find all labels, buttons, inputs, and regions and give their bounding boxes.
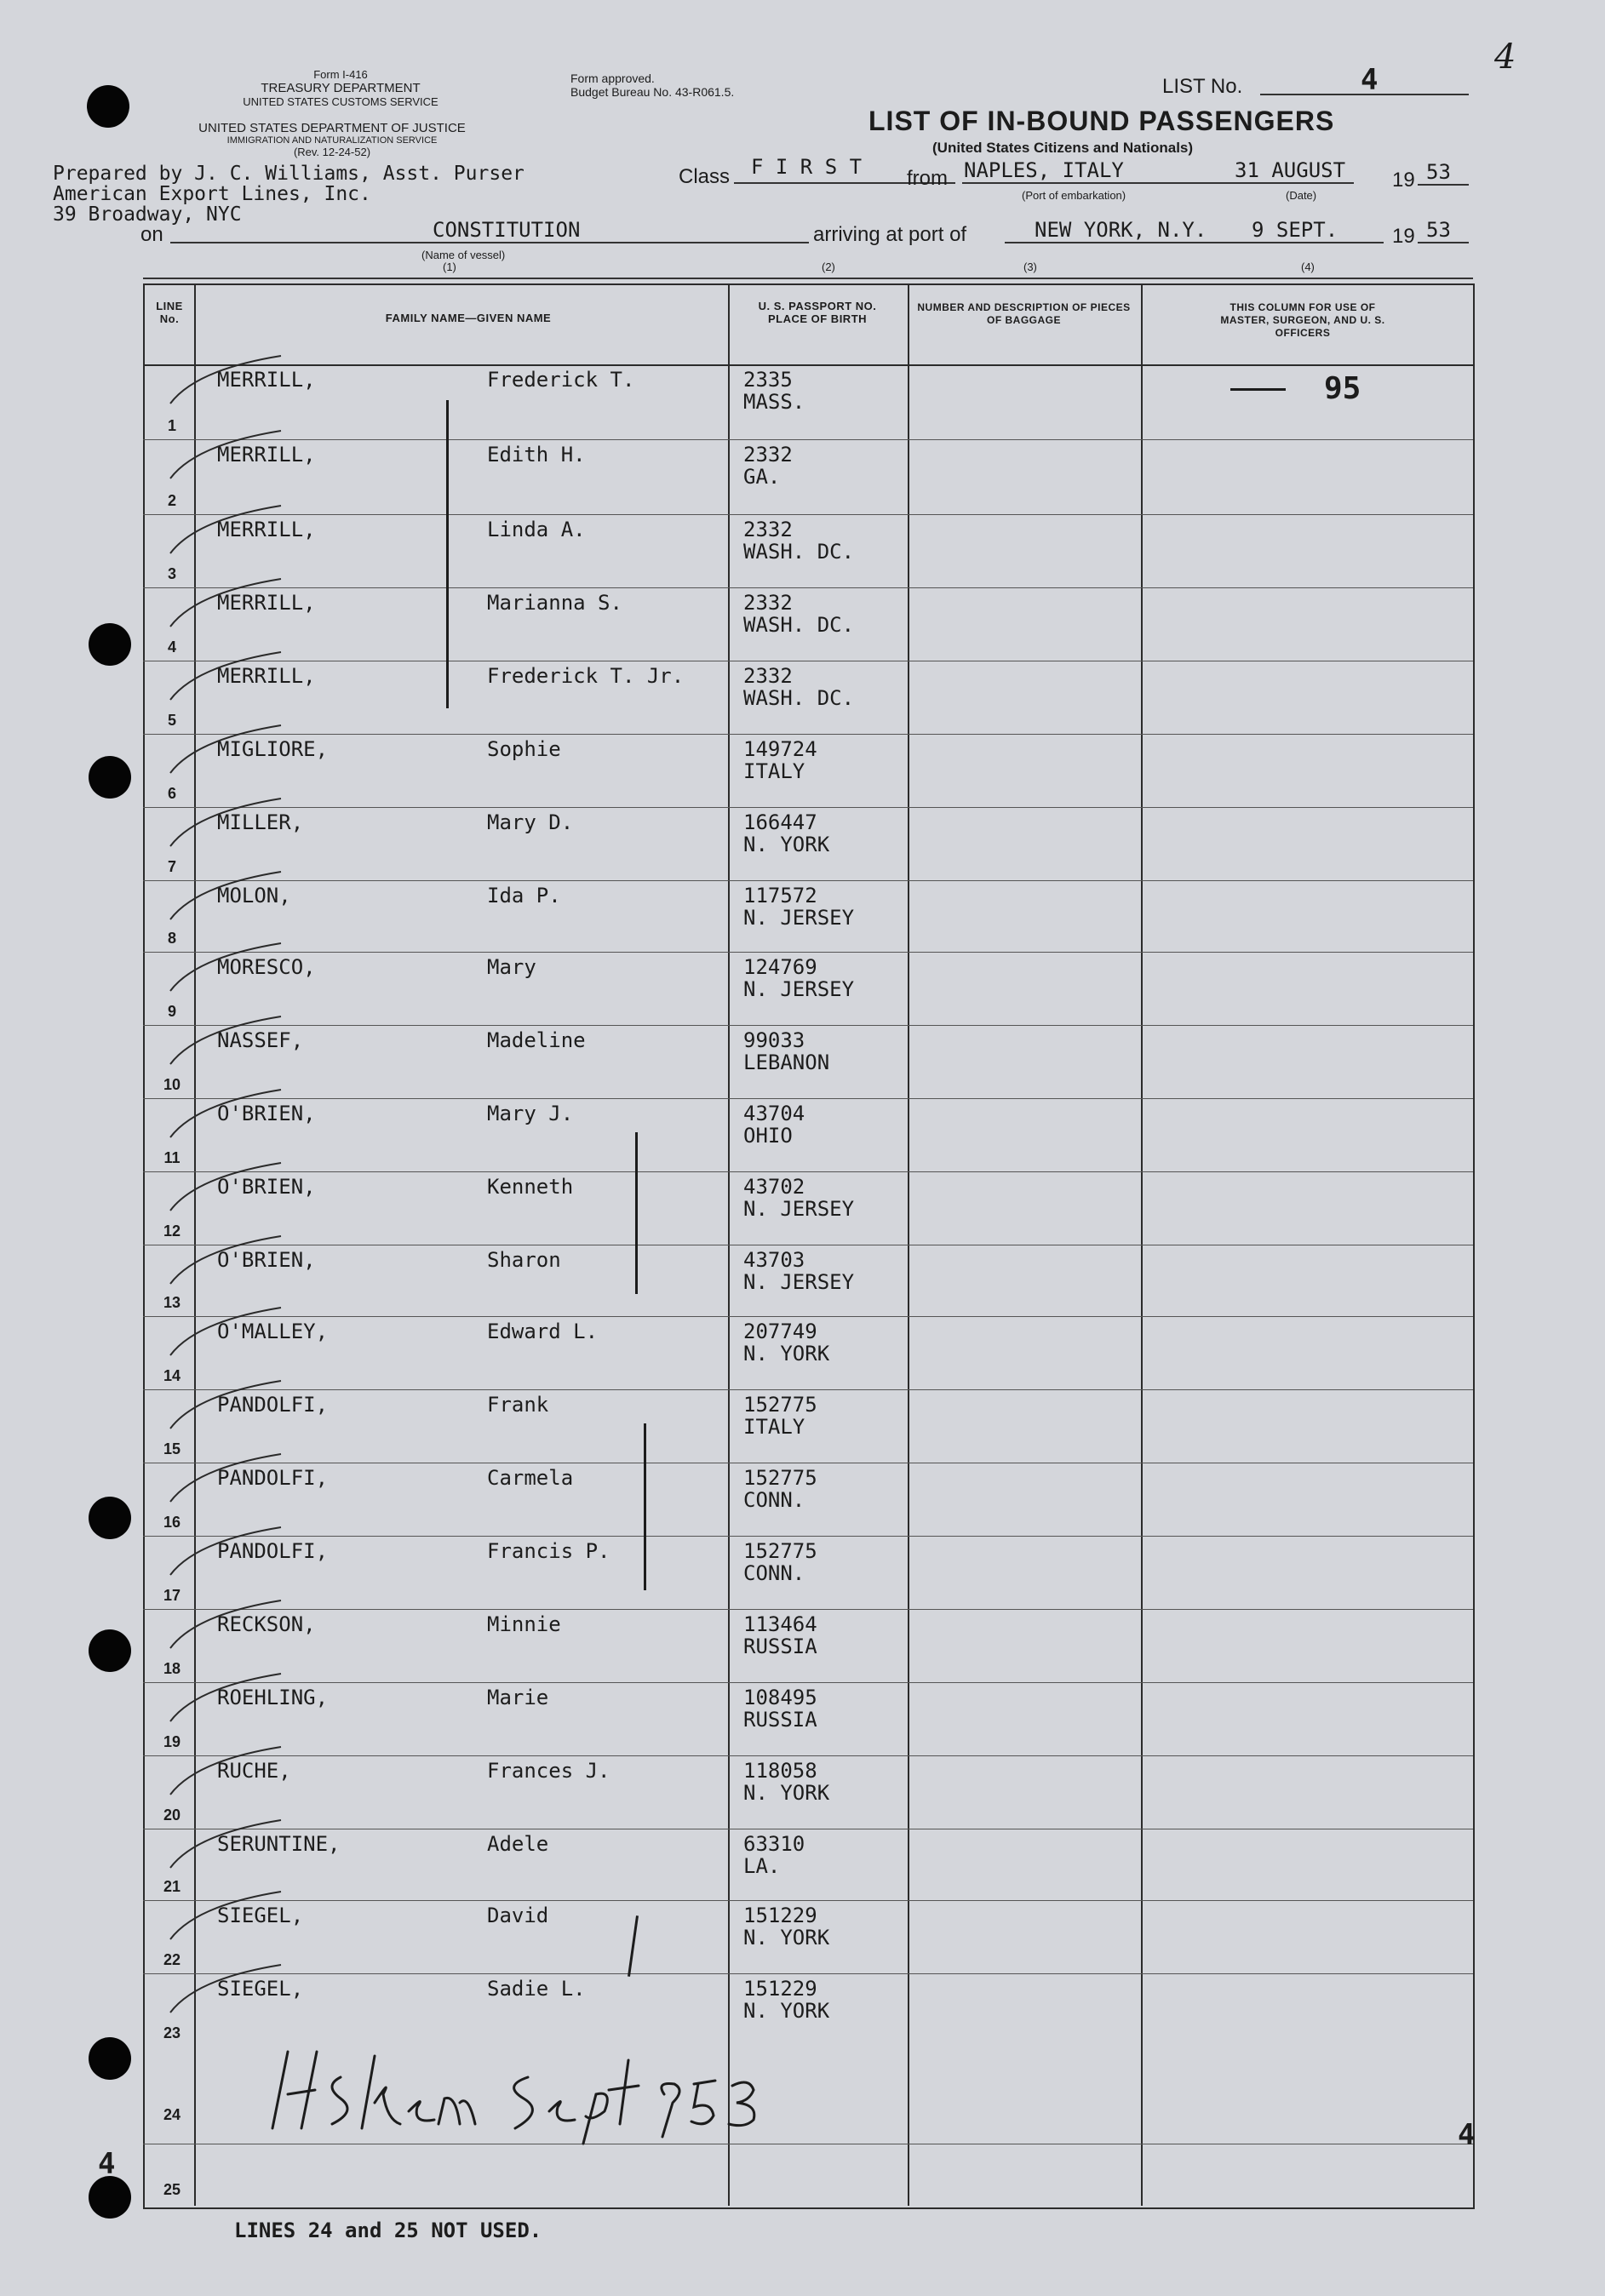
year-rule [1418, 184, 1469, 186]
passport-number: 108495 [743, 1686, 817, 1709]
line-number: 18 [163, 1660, 181, 1677]
row-divider [143, 1025, 1473, 1026]
row-divider [143, 1755, 1473, 1756]
place-of-birth: LEBANON [743, 1051, 830, 1074]
arrival-rule [1005, 242, 1384, 243]
passenger-family-name: MERRILL, [217, 664, 316, 688]
prepared-by-company: American Export Lines, Inc. [53, 183, 371, 205]
from-label: from [907, 167, 948, 190]
line-number: 9 [167, 1003, 176, 1020]
port-caption: (Port of embarkation) [1022, 189, 1126, 202]
on-label: on [140, 223, 163, 246]
line-number: 13 [163, 1294, 181, 1311]
line-number-24: 24 [163, 2106, 181, 2123]
family-bracket [635, 1132, 638, 1294]
check-mark-icon [162, 575, 289, 635]
year-rule-2 [1418, 242, 1469, 243]
place-of-birth: N. YORK [743, 1999, 830, 2023]
line-number: 21 [163, 1878, 181, 1895]
passenger-given-name: Sophie [487, 737, 561, 761]
passenger-given-name: Sharon [487, 1248, 561, 1272]
passenger-given-name: David [487, 1904, 549, 1927]
row-divider [143, 1536, 1473, 1537]
line-number: 19 [163, 1733, 181, 1750]
caption-3: (3) [1023, 261, 1037, 273]
place-of-birth: N. JERSEY [743, 1197, 855, 1221]
line-number: 17 [163, 1587, 181, 1604]
line-number: 8 [167, 930, 176, 947]
check-mark-icon [162, 1377, 289, 1437]
passenger-given-name: Sadie L. [487, 1977, 586, 2001]
row-divider [143, 880, 1473, 881]
customs-service: UNITED STATES CUSTOMS SERVICE [243, 95, 439, 108]
row-divider [143, 952, 1473, 953]
line-number: 16 [163, 1514, 181, 1531]
place-of-birth: N. YORK [743, 1781, 830, 1805]
passenger-family-name: PANDOLFI, [217, 1466, 329, 1490]
officer-mark: 95 [1324, 371, 1361, 406]
passenger-family-name: O'BRIEN, [217, 1248, 316, 1272]
date-value: 31 AUGUST [1235, 158, 1346, 182]
place-of-birth: RUSSIA [743, 1708, 817, 1732]
header-row-divider [143, 364, 1473, 366]
line-number: 20 [163, 1806, 181, 1824]
row-divider [143, 439, 1473, 440]
passport-number: 99033 [743, 1028, 805, 1052]
passenger-family-name: MORESCO, [217, 955, 316, 979]
passenger-family-name: NASSEF, [217, 1028, 304, 1052]
passport-number: 149724 [743, 737, 817, 761]
passenger-family-name: PANDOLFI, [217, 1393, 329, 1417]
line-number: 5 [167, 712, 176, 729]
place-of-birth: CONN. [743, 1561, 805, 1585]
check-mark-icon [162, 649, 289, 708]
from-rule [962, 182, 1235, 184]
family-bracket [446, 400, 449, 708]
check-mark-icon [162, 1233, 289, 1292]
check-mark-icon [162, 722, 289, 782]
date-rule [1235, 182, 1354, 184]
date-caption: (Date) [1286, 189, 1317, 202]
line-number-25: 25 [163, 2181, 181, 2198]
justice-department: UNITED STATES DEPARTMENT OF JUSTICE [198, 121, 466, 135]
check-mark-icon [162, 868, 289, 928]
line-number: 3 [167, 565, 176, 582]
passenger-family-name: SIEGEL, [217, 1904, 304, 1927]
place-of-birth: N. YORK [743, 1926, 830, 1950]
passenger-given-name: Edith H. [487, 443, 586, 467]
year-value: 53 [1426, 160, 1451, 184]
year-value-2: 53 [1426, 218, 1451, 242]
place-of-birth: N. YORK [743, 833, 830, 856]
passport-number: 151229 [743, 1977, 817, 2001]
check-mark-icon [162, 1304, 289, 1364]
place-of-birth: WASH. DC. [743, 540, 855, 564]
prepared-by-address: 39 Broadway, NYC [53, 203, 242, 226]
check-mark-icon [162, 352, 289, 412]
line-number: 23 [163, 2024, 181, 2041]
passport-number: 2332 [743, 443, 793, 467]
passenger-family-name: RUCHE, [217, 1759, 291, 1783]
row-divider [143, 514, 1473, 515]
place-of-birth: ITALY [743, 1415, 805, 1439]
row-divider [143, 1900, 1473, 1901]
line-number: 2 [167, 492, 176, 509]
check-mark-icon [162, 1451, 289, 1510]
place-of-birth: LA. [743, 1854, 781, 1878]
arrival-port: NEW YORK, N.Y. [1035, 218, 1207, 242]
passenger-given-name: Marie [487, 1686, 549, 1709]
punch-hole [89, 1497, 131, 1539]
col-name: FAMILY NAME—GIVEN NAME [385, 312, 552, 324]
passenger-family-name: MIGLIORE, [217, 737, 329, 761]
passenger-given-name: Ida P. [487, 884, 561, 908]
class-label: Class [679, 165, 731, 188]
passenger-given-name: Linda A. [487, 518, 586, 541]
line-number: 1 [167, 417, 176, 434]
row-divider [143, 1171, 1473, 1172]
row-divider [143, 1682, 1473, 1683]
passenger-given-name: Edward L. [487, 1320, 599, 1343]
col-officers: THIS COLUMN FOR USE OF MASTER, SURGEON, AND U. S. OFFICERS [1220, 301, 1385, 339]
row-divider [143, 587, 1473, 588]
passenger-family-name: SERUNTINE, [217, 1832, 341, 1856]
passenger-family-name: MERRILL, [217, 368, 316, 392]
passport-number: 43702 [743, 1175, 805, 1199]
passport-number: 2335 [743, 368, 793, 392]
passenger-given-name: Madeline [487, 1028, 586, 1052]
form-approval [570, 72, 734, 99]
from-value: NAPLES, ITALY [964, 158, 1124, 182]
punch-hole [89, 1629, 131, 1672]
passport-number: 43703 [743, 1248, 805, 1272]
row-divider [143, 1389, 1473, 1390]
passenger-family-name: MERRILL, [217, 443, 316, 467]
check-mark-icon [162, 1597, 289, 1657]
passport-number: 118058 [743, 1759, 817, 1783]
row-divider [143, 1973, 1473, 1974]
passenger-given-name: Frederick T. Jr. [487, 664, 685, 688]
check-mark-icon [162, 795, 289, 855]
caption-1: (1) [443, 261, 456, 273]
passenger-given-name: Mary D. [487, 810, 574, 834]
passport-number: 152775 [743, 1393, 817, 1417]
line-number: 22 [163, 1951, 181, 1968]
line-number: 14 [163, 1367, 181, 1384]
place-of-birth: N. JERSEY [743, 977, 855, 1001]
passenger-given-name: Mary [487, 955, 536, 979]
passenger-given-name: Carmela [487, 1466, 574, 1490]
page-number-right: 4 [1458, 2118, 1476, 2152]
passenger-family-name: SIEGEL, [217, 1977, 304, 2001]
check-mark-icon [162, 1159, 289, 1219]
page-subtitle: (United States Citizens and Nationals) [932, 140, 1194, 156]
line-number: 6 [167, 785, 176, 802]
passenger-family-name: MERRILL, [217, 518, 316, 541]
line-number: 12 [163, 1222, 181, 1240]
inspector-signature [255, 2043, 800, 2145]
footer-note: LINES 24 and 25 NOT USED. [234, 2219, 542, 2242]
place-of-birth: RUSSIA [743, 1635, 817, 1658]
form-number: Form I-416 [313, 68, 368, 81]
passenger-given-name: Adele [487, 1832, 549, 1856]
place-of-birth: GA. [743, 465, 781, 489]
line-number: 11 [163, 1149, 181, 1166]
col-line-no: LINE No. [156, 300, 183, 325]
row-divider [143, 1609, 1473, 1610]
col-passport: U. S. PASSPORT NO. PLACE OF BIRTH [758, 300, 877, 325]
place-of-birth: N. JERSEY [743, 1270, 855, 1294]
punch-hole [89, 2176, 131, 2219]
passenger-given-name: Frank [487, 1393, 549, 1417]
check-mark-icon [162, 427, 289, 487]
check-mark-icon [162, 1888, 289, 1948]
check-mark-icon [162, 1670, 289, 1730]
ins-service: IMMIGRATION AND NATURALIZATION SERVICE [226, 135, 438, 146]
place-of-birth: ITALY [743, 759, 805, 783]
passenger-given-name: Minnie [487, 1612, 561, 1636]
check-mark-icon [162, 1086, 289, 1146]
check-mark-icon [162, 940, 289, 999]
form-revision: (Rev. 12-24-52) [293, 146, 371, 158]
check-mark-icon [162, 1961, 289, 2021]
passenger-family-name: O'BRIEN, [217, 1175, 316, 1199]
passport-number: 2332 [743, 664, 793, 688]
year-prefix-2: 19 [1392, 225, 1415, 248]
line-number: 10 [163, 1076, 181, 1093]
place-of-birth: WASH. DC. [743, 613, 855, 637]
check-mark-icon [162, 1524, 289, 1583]
place-of-birth: MASS. [743, 390, 805, 414]
place-of-birth: N. YORK [743, 1342, 830, 1366]
punch-hole [89, 623, 131, 666]
prepared-by-block [53, 163, 524, 225]
punch-hole [89, 756, 131, 799]
family-bracket [644, 1423, 646, 1590]
passenger-given-name: Frances J. [487, 1759, 610, 1783]
passport-number: 113464 [743, 1612, 817, 1636]
check-mark-icon [162, 1817, 289, 1876]
line-number: 4 [167, 638, 176, 656]
header-divider [143, 278, 1473, 279]
check-mark-icon [162, 502, 289, 562]
class-value: F I R S T [751, 155, 863, 179]
passenger-family-name: O'MALLEY, [217, 1320, 329, 1343]
passenger-family-name: RECKSON, [217, 1612, 316, 1636]
page-number-left: 4 [98, 2147, 116, 2181]
form-agency-block [196, 68, 485, 108]
passenger-family-name: O'BRIEN, [217, 1102, 316, 1125]
passenger-given-name: Mary J. [487, 1102, 574, 1125]
passport-number: 63310 [743, 1832, 805, 1856]
arriving-label: arriving at port of [813, 223, 967, 246]
passport-number: 2332 [743, 591, 793, 615]
corner-page-number: 4 [1494, 37, 1516, 77]
form-approved: Form approved. [570, 72, 655, 85]
year-prefix: 19 [1392, 169, 1415, 192]
form-agency-block-2 [128, 121, 536, 158]
row-divider [143, 734, 1473, 735]
vessel-rule [170, 242, 809, 243]
budget-bureau: Budget Bureau No. 43-R061.5. [570, 85, 735, 99]
passenger-given-name: Francis P. [487, 1539, 610, 1563]
place-of-birth: WASH. DC. [743, 686, 855, 710]
prepared-by-line: Prepared by J. C. Williams, Asst. Purser [53, 163, 524, 185]
passenger-given-name: Frederick T. [487, 368, 635, 392]
vessel-caption: (Name of vessel) [421, 249, 506, 261]
row-divider [143, 807, 1473, 808]
page-title: LIST OF IN-BOUND PASSENGERS [868, 106, 1335, 136]
row-divider [143, 1316, 1473, 1317]
caption-2: (2) [822, 261, 835, 273]
passenger-family-name: MOLON, [217, 884, 291, 908]
punch-hole [87, 85, 129, 128]
punch-hole [89, 2037, 131, 2080]
list-no-value: 4 [1361, 63, 1379, 97]
check-mark-icon [162, 1013, 289, 1073]
vessel-value: CONSTITUTION [433, 218, 581, 242]
passport-number: 151229 [743, 1904, 817, 1927]
place-of-birth: CONN. [743, 1488, 805, 1512]
passenger-family-name: PANDOLFI, [217, 1539, 329, 1563]
row-divider [143, 1098, 1473, 1099]
passport-number: 117572 [743, 884, 817, 908]
line-number: 7 [167, 858, 176, 875]
arrival-date: 9 SEPT. [1252, 218, 1338, 242]
passport-number: 152775 [743, 1539, 817, 1563]
officer-dash [1230, 388, 1286, 391]
place-of-birth: N. JERSEY [743, 906, 855, 930]
passport-number: 2332 [743, 518, 793, 541]
passport-number: 43704 [743, 1102, 805, 1125]
passenger-given-name: Kenneth [487, 1175, 574, 1199]
passenger-given-name: Marianna S. [487, 591, 622, 615]
passport-number: 152775 [743, 1466, 817, 1490]
treasury-department: TREASURY DEPARTMENT [261, 81, 421, 95]
col-baggage: NUMBER AND DESCRIPTION OF PIECES OF BAGGAGE [917, 301, 1131, 326]
passenger-family-name: MERRILL, [217, 591, 316, 615]
passport-number: 207749 [743, 1320, 817, 1343]
caption-4: (4) [1301, 261, 1315, 273]
passport-number: 166447 [743, 810, 817, 834]
list-no-label: LIST No. [1162, 75, 1243, 98]
check-mark-icon [162, 1743, 289, 1803]
passenger-family-name: MILLER, [217, 810, 304, 834]
passenger-family-name: ROEHLING, [217, 1686, 329, 1709]
place-of-birth: OHIO [743, 1124, 793, 1148]
line-number: 15 [163, 1440, 181, 1457]
passport-number: 124769 [743, 955, 817, 979]
